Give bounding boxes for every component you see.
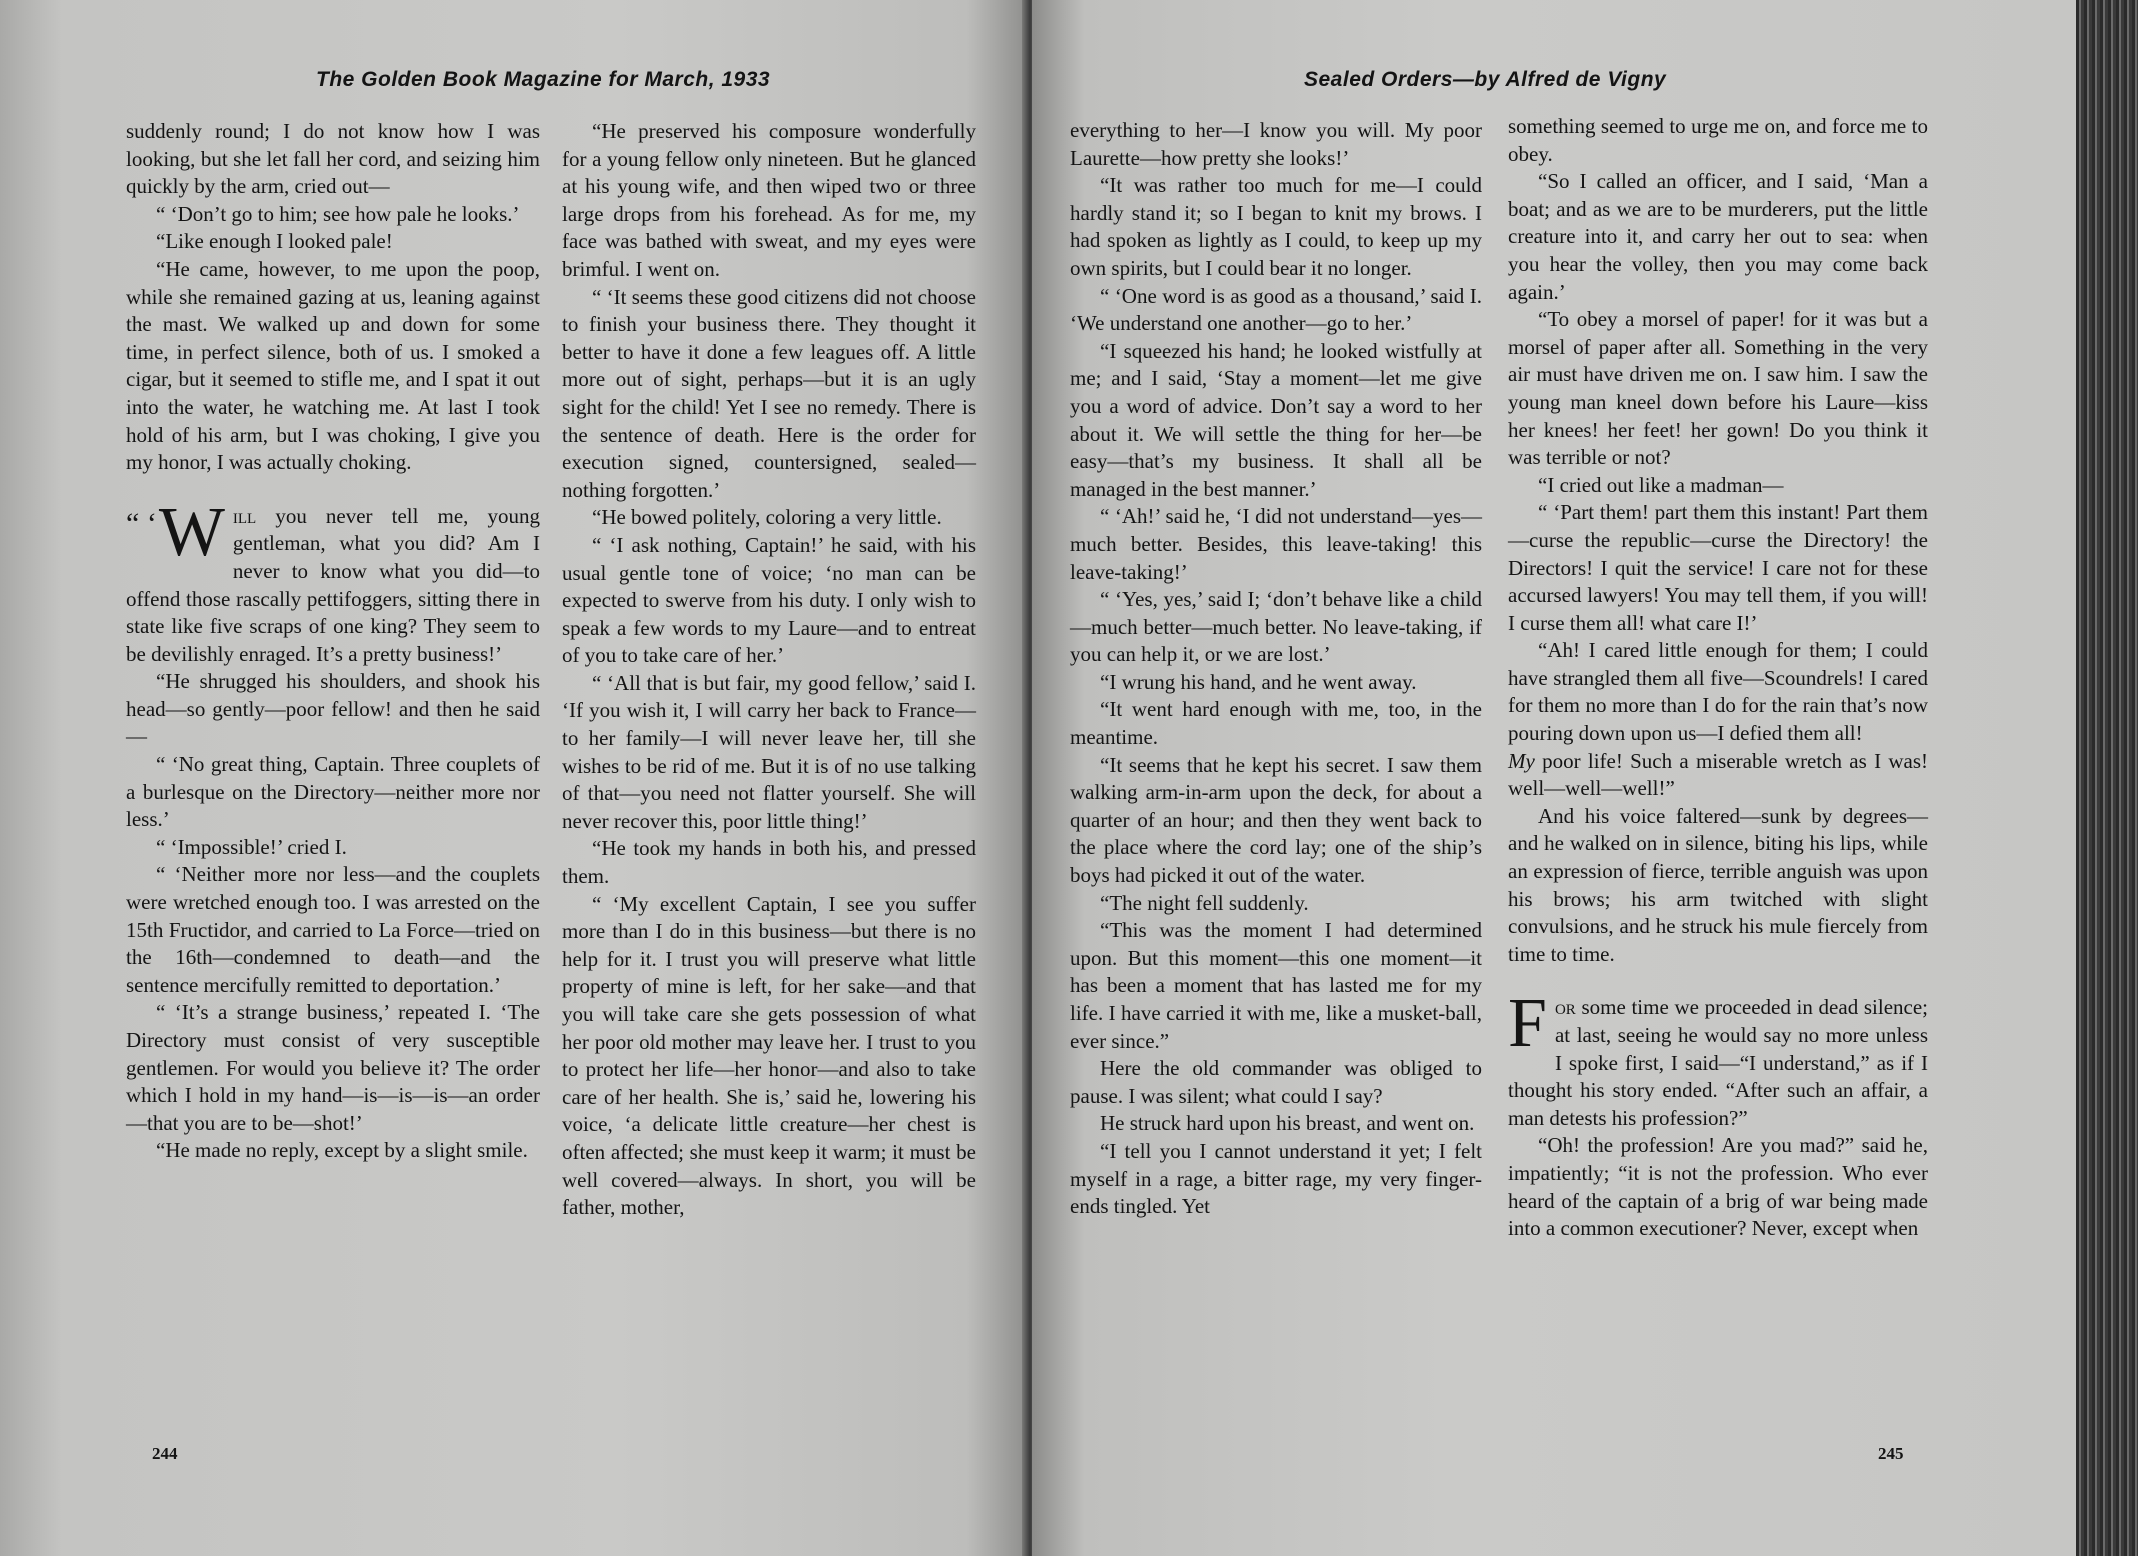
paragraph: “He bowed politely, coloring a very little. xyxy=(592,505,942,530)
paragraph: “ ‘Neither more nor less—and the couplets were wretched enough too. I was arrested on the 15th Fructidor, and carried to La Force—tried on the 16th—condemned to death—and the sentence mercifully remitted to deportation.’ xyxy=(126,862,540,997)
paragraph: “I wrung his hand, and he went away. xyxy=(1100,669,1417,694)
right-column-2 xyxy=(1508,113,1928,1243)
paragraph: “He came, however, to me upon the poop, while she remained gazing at us, leaning against the mast. We walked up and down for some time, in perfect silence, both of us. I smoked a cigar, but it seemed to stifle me, and I spat it out into the water, he watching me. At last I took hold of his arm, but I was choking, I give you my honor, I was actually choking. xyxy=(126,256,540,475)
paragraph: “ ‘Yes, yes,’ said I; ‘don’t behave like a child—much better—much better. No leave-taking, if you can help it, or we are lost.’ xyxy=(1070,587,1482,667)
paragraph: “It went hard enough with me, too, in the meantime. xyxy=(1070,697,1482,750)
section-opening-paragraph xyxy=(1508,985,1928,1132)
paragraph: suddenly round; I do not know how I was looking, but she let fall her cord, and seizing him quickly by the arm, cried out— xyxy=(126,119,540,199)
paragraph: “He made no reply, except by a slight smile. xyxy=(156,1138,528,1163)
small-caps-word: or xyxy=(1554,995,1576,1020)
paragraph: “It was rather too much for me—I could hardly stand it; so I began to knit my brows. I had spoken as lightly as I could, to keep up my own spirits, but I could bear it no longer. xyxy=(1070,173,1482,280)
left-column-2 xyxy=(562,118,976,1222)
paragraph xyxy=(1508,748,1928,803)
paragraph: everything to her—I know you will. My poor Laurette—how pretty she looks!’ xyxy=(1070,118,1482,170)
paragraph: “ ‘Impossible!’ cried I. xyxy=(156,834,347,859)
paragraph: “ ‘Ah!’ said he, ‘I did not understand—yes—much better. Besides, this leave-taking! this leave-taking!’ xyxy=(1070,504,1482,584)
paragraph: “ ‘Don’t go to him; see how pale he looks.’ xyxy=(156,201,520,226)
paragraph: He struck hard upon his breast, and went on. xyxy=(1100,1111,1475,1136)
paragraph: “ ‘All that is but fair, my good fellow,’ said I. ‘If you wish it, I will carry her back to France—to her family—I will never leave her, till she wishes to be rid of me. But it is of no use talking of that—you need not flatter yourself. She will never recover this, poor little thing!’ xyxy=(562,670,976,833)
paragraph: “He preserved his composure wonderfully for a young fellow only nineteen. But he glanced at his young wife, and then wiped two or three large drops from his forehead. As for me, my face was bathed with sweat, and my eyes were brimful. I went on. xyxy=(562,119,976,281)
drop-cap: W xyxy=(158,493,225,571)
page-number: 245 xyxy=(1878,1444,1904,1463)
paragraph: “I squeezed his hand; he looked wistfully at me; and I said, ‘Stay a moment—let me give you a word of advice. Don’t say a word to her about it. We will settle the thing for her—be easy—that’s my business. It shall all be managed in the best manner.’ xyxy=(1070,338,1482,501)
small-caps-word: ill xyxy=(232,503,257,528)
section-text: some time we proceeded in dead silence; at last, seeing he would say no more unless I spoke first, I said—“I understand,” as if I thought his story ended. “After such an affair, a man detests his profession?” xyxy=(1508,995,1928,1130)
paragraph: “ ‘No great thing, Captain. Three couplets of a burlesque on the Directory—neither more nor less.’ xyxy=(126,752,540,832)
section-text: you never tell me, young gentleman, what you did? Am I never to know what you did—to offend those rascally pettifoggers, sitting there in state like five scraps of one king? They seem to be devilishly enraged. It’s a pretty business!’ xyxy=(126,503,541,666)
paragraph: “I cried out like a madman— xyxy=(1538,472,1784,497)
paragraph: “This was the moment I had determined upon. But this moment—this one moment—it has been a moment that has lasted me for my life. I have carried it with me, like a musket-ball, ever since.” xyxy=(1070,918,1482,1053)
paragraph: “Oh! the profession! Are you mad?” said he, impatiently; “it is not the profession. Who ever heard of the captain of a brig of war being made into a common executioner? Never, except when xyxy=(1508,1133,1928,1241)
book-page-edges xyxy=(2076,0,2138,1556)
paragraph: “To obey a morsel of paper! for it was but a morsel of paper after all. Something in the very air must have driven me on. I saw him. I saw the young man kneel down before his Laure—kiss her knees! her feet! her gown! Do you think it was terrible or not? xyxy=(1508,307,1928,470)
paragraph-text: poor life! Such a miserable wretch as I was! well—well—well!” xyxy=(1508,748,1928,801)
paragraph: “Like enough I looked pale! xyxy=(156,229,393,254)
paragraph: “ ‘It’s a strange business,’ repeated I. ‘The Directory must consist of very susceptible gentlemen. For would you believe it? The order which I hold in my hand—is—is—is—an order—that you are to be—shot!’ xyxy=(126,1000,540,1135)
paragraph: “He took my hands in both his, and pressed them. xyxy=(562,836,976,889)
paragraph: “ ‘I ask nothing, Captain!’ he said, with his usual gentle tone of voice; ‘no man can be expected to swerve from his duty. I only wish to speak a few words to my Laure—and to entreat of you to take care of her.’ xyxy=(562,532,976,668)
drop-cap: F xyxy=(1508,985,1547,1063)
paragraph: And his voice faltered—sunk by degrees—and he walked on in silence, biting his lips, while an expression of fierce, terrible anguish was upon his brows; his arm twitched with slight convulsions, and he struck his mule fiercely from time to time. xyxy=(1508,803,1928,966)
paragraph: “So I called an officer, and I said, ‘Man a boat; and as we are to be murderers, put the little creature into it, and carry her out to sea: when you hear the volley, then you may come back again.’ xyxy=(1508,169,1928,304)
paragraph: “ ‘My excellent Captain, I see you suffer more than I do in this business—but there is no help for it. I trust you will preserve what little property of mine is left, for her sake—and that you will take care she gets possession of what her poor old mother may leave her. I trust to you to protect her life—her honor—and also to take care of her health. She is,’ said he, lowering his voice, ‘a delicate little creature—her chest is often affected; she must keep it warm; it must be well covered—always. In short, you will be father, mother, xyxy=(562,891,976,1220)
paragraph: “ ‘It seems these good citizens did not choose to finish your business there. They thought it better to have it done a few leagues off. A little more out of sight, perhaps—but it is an ugly sight for the child! Yet I see no remedy. There is the sentence of death. Here is the order for execution signed, countersigned, sealed—nothing forgotten.’ xyxy=(562,284,976,502)
left-running-header: The Golden Book Magazine for March, 1933 xyxy=(316,68,771,91)
opening-quote-mark: “ ‘ xyxy=(126,506,157,540)
right-column-1 xyxy=(1070,117,1482,1221)
paragraph: “I tell you I cannot understand it yet; I felt myself in a rage, a bitter rage, my very finger-ends tingled. Yet xyxy=(1070,1138,1482,1219)
page-number: 244 xyxy=(152,1444,178,1463)
right-running-header: Sealed Orders—by Alfred de Vigny xyxy=(1304,68,1667,91)
paragraph: “Ah! I cared little enough for them; I could have strangled them all five—Scoundrels! I cared for them no more than I do for the rain that’s now pouring down upon us—I defied them all! xyxy=(1508,638,1928,746)
left-column-1 xyxy=(126,118,540,1165)
paragraph: something seemed to urge me on, and force me to obey. xyxy=(1508,114,1928,166)
right-page xyxy=(1032,0,2082,1556)
left-page xyxy=(0,0,1028,1556)
italic-word: My xyxy=(1508,748,1535,773)
paragraph: Here the old commander was obliged to pause. I was silent; what could I say? xyxy=(1070,1056,1482,1108)
section-opening-paragraph xyxy=(126,493,541,669)
paragraph: “ ‘Part them! part them this instant! Part them—curse the republic—curse the Directory! the Directors! I quit the service! I care not for these accursed lawyers! You may tell them, if you will! I curse them all! what care I!’ xyxy=(1508,500,1928,635)
paragraph: “ ‘One word is as good as a thousand,’ said I. ‘We understand one another—go to her.’ xyxy=(1070,283,1482,336)
paragraph: “He shrugged his shoulders, and shook his head—so gently—poor fellow! and then he said— xyxy=(126,669,540,749)
paragraph: “It seems that he kept his secret. I saw them walking arm-in-arm upon the deck, for about a quarter of an hour; and then they went back to the place where the cord lay; one of the ship’s boys had picked it out of the water. xyxy=(1070,752,1482,888)
paragraph: “The night fell suddenly. xyxy=(1100,890,1309,915)
